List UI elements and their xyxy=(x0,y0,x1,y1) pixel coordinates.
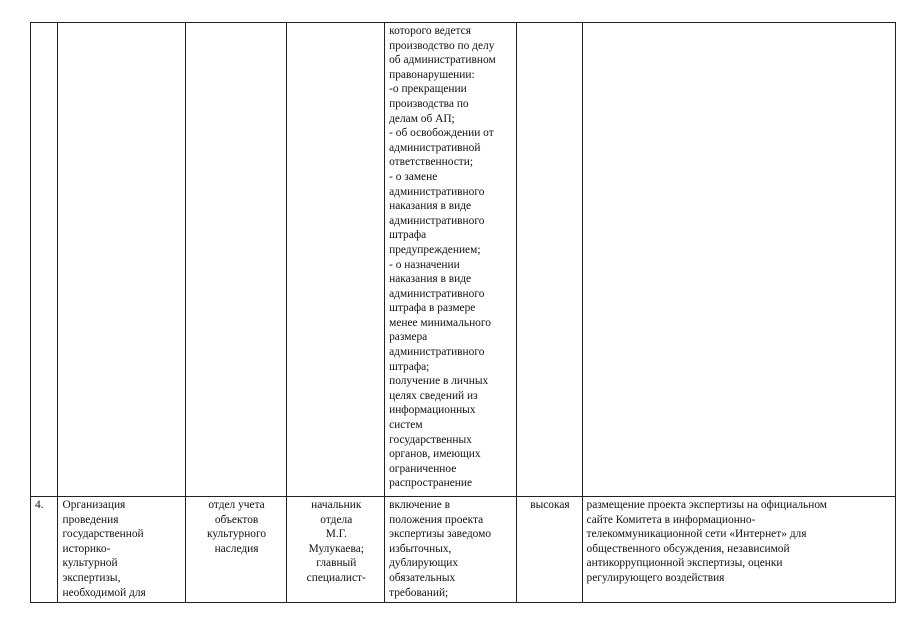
number-cell xyxy=(31,497,58,603)
risk-cell xyxy=(517,23,582,497)
violation-cell xyxy=(385,497,517,603)
text-line: размера xyxy=(389,331,428,344)
text-line: штрафа в размере xyxy=(389,302,476,315)
text-line: штрафа xyxy=(389,229,427,242)
text-line: экспертизы заведомо xyxy=(389,528,492,541)
text-line: наказания в виде xyxy=(389,273,472,286)
text-line: административного xyxy=(389,185,485,198)
text-line: целях сведений из xyxy=(389,389,478,402)
text-line: государственных xyxy=(389,433,472,446)
text-line: М.Г. xyxy=(325,528,347,541)
text-line: предупреждением; xyxy=(389,243,481,256)
table-row-continued xyxy=(31,23,896,497)
text-line: которого ведется xyxy=(389,25,471,37)
text-line: специалист- xyxy=(306,571,366,584)
measures-cell xyxy=(582,497,895,603)
text-line: Мулукаева; xyxy=(308,542,364,555)
text-line: регулирующего воздействия xyxy=(586,571,725,584)
text-line: ограниченное xyxy=(389,462,457,475)
text-line: дублирующих xyxy=(389,557,459,570)
text-line: объектов xyxy=(214,513,259,526)
text-line: административного xyxy=(389,287,485,300)
text-line: проведения xyxy=(62,513,119,526)
text-line: необходимой для xyxy=(62,586,146,599)
text-line: - об освобождении от xyxy=(389,127,494,140)
table-row-4 xyxy=(31,497,896,603)
text-line: культурной xyxy=(62,557,118,570)
text-line: административного xyxy=(389,346,485,359)
text-line: антикоррупционной экспертизы, оценки xyxy=(586,557,783,570)
text-line: избыточных, xyxy=(389,542,452,555)
text-line: наказания в виде xyxy=(389,200,472,213)
measures-cell xyxy=(582,23,895,497)
function-cell xyxy=(58,497,185,603)
text-line: административного xyxy=(389,214,485,227)
text-line: главный xyxy=(316,557,357,570)
text-line: ответственности; xyxy=(389,156,473,169)
text-line: административной xyxy=(389,141,481,154)
text-line: размещение проекта экспертизы на официальном xyxy=(586,499,828,511)
text-line: отдела xyxy=(320,513,353,526)
text-line: -о прекращении xyxy=(389,83,467,96)
violation-cell xyxy=(385,23,517,497)
text-line: историко- xyxy=(62,542,111,555)
text-line: культурного xyxy=(206,528,267,541)
text-line: телекоммуникационной сети «Интернет» для xyxy=(586,528,807,541)
text-line: экспертизы, xyxy=(62,571,121,584)
text-line: сайте Комитета в информационно- xyxy=(586,513,756,526)
text-line: Организация xyxy=(62,499,126,511)
text-line: штрафа; xyxy=(389,360,430,373)
text-line: получение в личных xyxy=(389,375,489,388)
text-line: государственной xyxy=(62,528,144,541)
text-line: - о замене xyxy=(389,170,438,183)
text-line: систем xyxy=(389,419,423,432)
text-line: - о назначении xyxy=(389,258,460,271)
text-line: менее минимального xyxy=(389,316,491,329)
text-line: требований; xyxy=(389,586,449,599)
text-line: наследия xyxy=(214,542,259,555)
department-cell xyxy=(185,497,287,603)
text-line: начальник xyxy=(311,499,362,511)
row-number: 4. xyxy=(35,499,44,511)
text-line: информационных xyxy=(389,404,476,417)
text-line: производство по делу xyxy=(389,39,495,52)
position-cell xyxy=(287,23,385,497)
risk-level: высокая xyxy=(530,499,570,511)
text-line: положения проекта xyxy=(389,513,484,526)
position-cell xyxy=(287,497,385,603)
function-cell xyxy=(58,23,185,497)
text-line: правонарушении: xyxy=(389,68,475,81)
text-line: об административном xyxy=(389,54,496,67)
department-cell xyxy=(185,23,287,497)
text-line: делам об АП; xyxy=(389,112,455,125)
text-line: обязательных xyxy=(389,571,456,584)
number-cell xyxy=(31,23,58,497)
text-line: органов, имеющих xyxy=(389,448,481,461)
text-line: распространение xyxy=(389,477,473,490)
text-line: общественного обсуждения, независимой xyxy=(586,542,790,555)
text-line: производства по xyxy=(389,97,469,110)
document-table xyxy=(30,22,896,603)
risk-cell xyxy=(517,497,582,603)
text-line: отдел учета xyxy=(208,499,265,511)
text-line: включение в xyxy=(389,499,451,511)
